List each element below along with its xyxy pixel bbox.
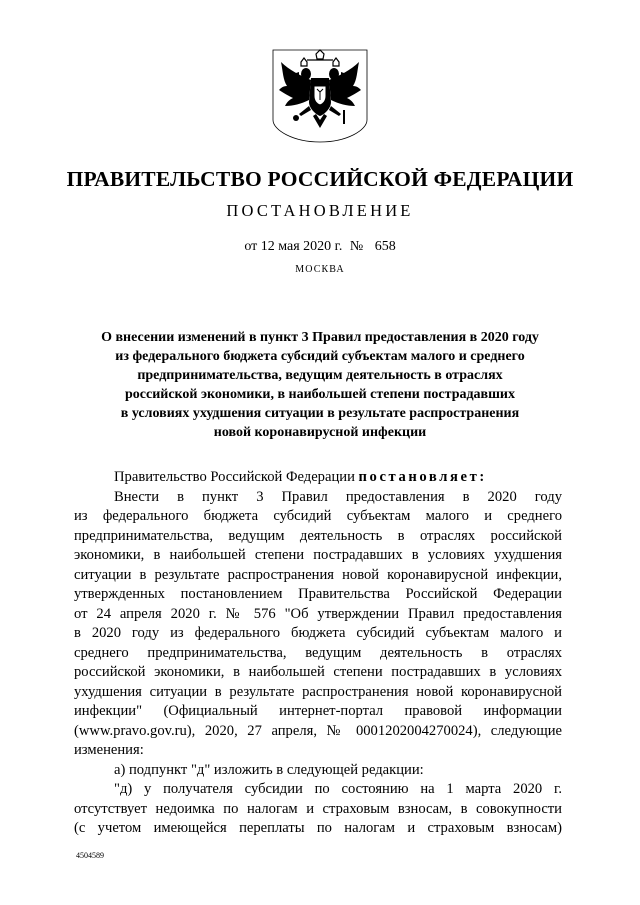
quote-line: отсутствует недоимка по налогам и страховым взносам, в совокупности [74, 800, 562, 817]
decree-number-label: № [349, 239, 364, 254]
body-line: экономики, в наибольшей степени пострадавших в условиях ухудшения [74, 547, 562, 563]
preamble-text: Правительство Российской Федерации [114, 469, 355, 485]
subject-line: О внесении изменений в пункт 3 Правил предоставления в 2020 году [101, 330, 539, 345]
body-line: от 24 апреля 2020 г. № 576 "Об утверждении Правил предоставления [74, 605, 562, 622]
quote-line: "д) у получателя субсидии по состоянию на 1 марта 2020 г. [114, 781, 562, 797]
body-line: в 2020 году из федерального бюджета субсидий субъектам малого и [74, 625, 562, 641]
body-line: Внести в пункт 3 Правил предоставления в 2020 году [114, 488, 562, 505]
subject-line: из федерального бюджета субсидий субъектам малого и среднего [115, 349, 525, 364]
body-line: российской экономики, в наибольшей степени пострадавших в условиях [74, 664, 562, 680]
decree-date-line [0, 238, 640, 256]
body-line: ухудшения ситуации в результате распространения новой коронавирусной [74, 683, 562, 700]
city-name: МОСКВА [295, 264, 345, 275]
subject-line: российской экономики, в наибольшей степени пострадавших [124, 387, 516, 402]
subject-line: предпринимательства, ведущим деятельность в отраслях [137, 368, 503, 383]
preamble-verb: постановляет: [358, 469, 487, 485]
subject-line: в условиях ухудшения ситуации в результате распространения [120, 406, 520, 421]
body-line: ситуации в результате распространения новой коронавирусной инфекции, [74, 566, 562, 583]
coat-of-arms-emblem [271, 48, 369, 144]
subject-line: новой коронавирусной инфекции [213, 425, 427, 440]
body-line: (www.pravo.gov.ru), 2020, 27 апреля, № 0001202004270024), следующие [74, 722, 562, 739]
body-line: из федерального бюджета субсидий субъектам малого и среднего [74, 508, 562, 524]
organization-title: ПРАВИТЕЛЬСТВО РОССИЙСКОЙ ФЕДЕРАЦИИ [66, 167, 574, 191]
body-line: утвержденных постановлением Правительства Российской Федерации [74, 586, 562, 602]
document-type: ПОСТАНОВЛЕНИЕ [226, 201, 414, 220]
decree-date: от 12 мая 2020 г. [244, 239, 343, 254]
decree-body [74, 468, 562, 839]
decree-number: 658 [374, 239, 396, 254]
body-line: предпринимательства, ведущим деятельность в отраслях российской [74, 527, 562, 544]
double-headed-eagle-icon [271, 48, 369, 144]
body-line: инфекции" (Официальный интернет-портал правовой информации [74, 703, 562, 719]
item-a-line: а) подпункт "д" изложить в следующей редакции: [114, 761, 424, 778]
document-footer-id: 4504589 [76, 851, 104, 860]
body-line: среднего предпринимательства, ведущим деятельность в отраслях [74, 644, 562, 661]
preamble-line [74, 468, 562, 488]
quote-line: (с учетом имеющейся переплаты по налогам и страховым взносам) [74, 820, 562, 836]
decree-subject [60, 328, 580, 442]
body-line: изменения: [74, 742, 144, 758]
